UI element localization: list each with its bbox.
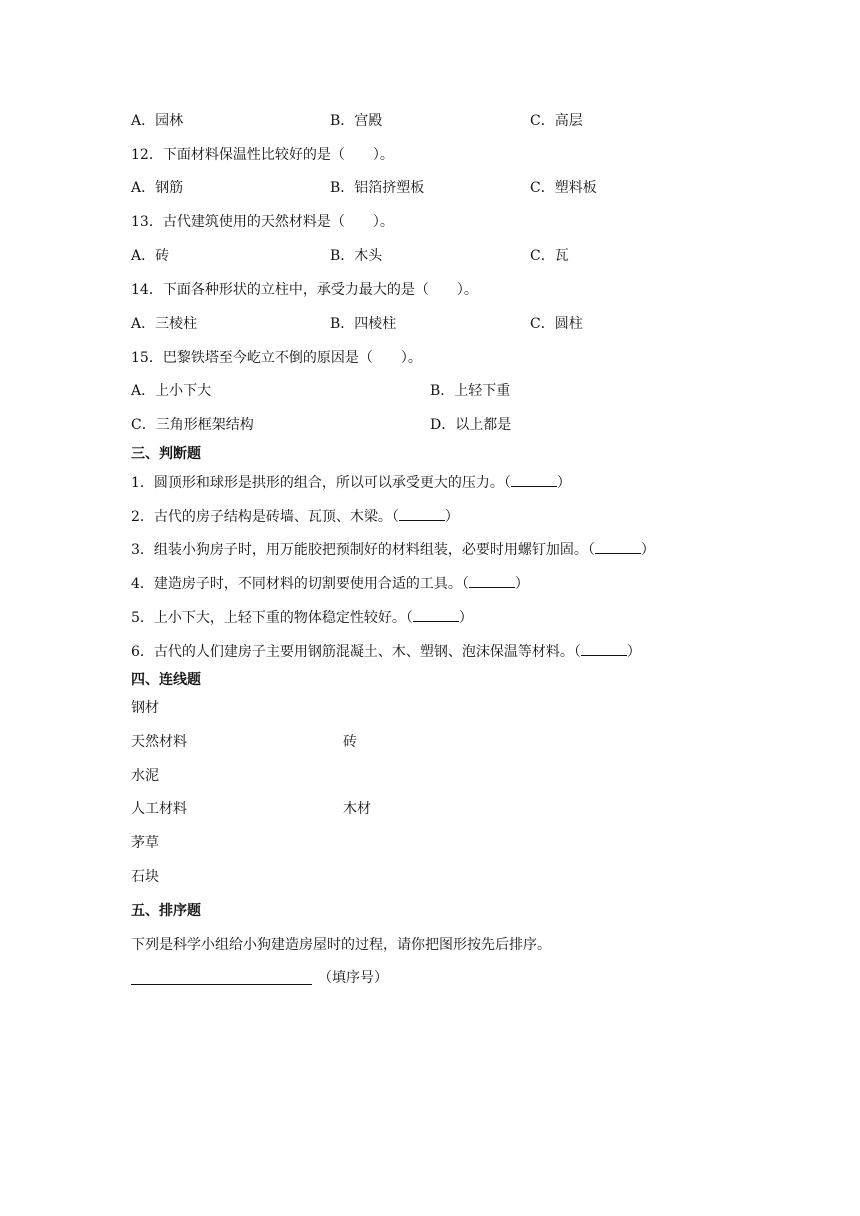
answer-blank[interactable]	[469, 574, 515, 588]
close-paren: ）	[640, 542, 655, 558]
answer-blank[interactable]	[413, 608, 459, 622]
q15-option-c: C．三角形框架结构	[131, 417, 254, 433]
judge-item-3	[131, 540, 655, 559]
q12-option-b: B．铝箔挤塑板	[330, 180, 425, 196]
close-paren: ）	[626, 644, 641, 660]
match-left-3[interactable]: 水泥	[131, 768, 159, 784]
judge-item-2	[131, 507, 459, 526]
answer-blank[interactable]	[511, 473, 557, 487]
section5-prompt: 下列是科学小组给小狗建造房屋时的过程，请你把图形按先后排序。	[131, 937, 551, 953]
q14-option-b: B．四棱柱	[330, 316, 397, 332]
match-left-5[interactable]: 茅草	[131, 835, 159, 851]
section5-title: 五、排序题	[131, 903, 201, 919]
q11-option-c: C．高层	[530, 113, 583, 129]
section3-title: 三、判断题	[131, 446, 201, 462]
q14-option-a: A．三棱柱	[131, 316, 198, 332]
q15-option-a: A．上小下大	[131, 383, 212, 399]
match-left-6[interactable]: 石块	[131, 869, 159, 885]
judge-item-6	[131, 642, 641, 661]
judge-item-text: 4．建造房子时，不同材料的切割要使用合适的工具。（	[131, 576, 469, 592]
judge-item-4	[131, 574, 529, 593]
judge-item-text: 5．上小下大，上轻下重的物体稳定性较好。（	[131, 610, 413, 626]
close-paren: ）	[444, 509, 459, 525]
q12-stem: 12．下面材料保温性比较好的是（ ）。	[131, 147, 394, 163]
close-paren: ）	[514, 576, 529, 592]
judge-item-text: 3．组装小狗房子时，用万能胶把预制好的材料组装，必要时用螺钉加固。（	[131, 542, 595, 558]
q11-option-a: A．园林	[131, 113, 184, 129]
q14-stem: 14．下面各种形状的立柱中，承受力最大的是（ ）。	[131, 282, 478, 298]
q15-option-d: D．以上都是	[430, 417, 512, 433]
order-answer-line[interactable]	[131, 984, 312, 985]
fill-note: （填序号）	[318, 970, 388, 986]
answer-blank[interactable]	[581, 642, 627, 656]
q12-option-c: C．塑料板	[530, 180, 597, 196]
judge-item-1	[131, 473, 571, 492]
q15-option-b: B．上轻下重	[430, 383, 511, 399]
match-left-4[interactable]: 人工材料	[131, 801, 187, 817]
q13-stem: 13．古代建筑使用的天然材料是（ ）。	[131, 214, 394, 230]
answer-blank[interactable]	[399, 507, 445, 521]
q15-stem: 15．巴黎铁塔至今屹立不倒的原因是（ ）。	[131, 350, 422, 366]
q13-option-c: C．瓦	[530, 248, 569, 264]
close-paren: ）	[556, 475, 571, 491]
match-right-1[interactable]: 砖	[343, 734, 357, 750]
q11-option-b: B．宫殿	[330, 113, 383, 129]
q14-option-c: C．圆柱	[530, 316, 583, 332]
close-paren: ）	[458, 610, 473, 626]
judge-item-text: 2．古代的房子结构是砖墙、瓦顶、木梁。（	[131, 509, 399, 525]
q12-option-a: A．钢筋	[131, 180, 184, 196]
judge-item-text: 6．古代的人们建房子主要用钢筋混凝土、木、塑钢、泡沫保温等材料。（	[131, 644, 581, 660]
q13-option-b: B．木头	[330, 248, 383, 264]
judge-item-text: 1．圆顶形和球形是拱形的组合，所以可以承受更大的压力。（	[131, 475, 511, 491]
judge-item-5	[131, 608, 473, 627]
match-left-1[interactable]: 钢材	[131, 700, 159, 716]
match-right-2[interactable]: 木材	[343, 801, 371, 817]
section4-title: 四、连线题	[131, 672, 201, 688]
match-left-2[interactable]: 天然材料	[131, 734, 187, 750]
answer-blank[interactable]	[595, 540, 641, 554]
q13-option-a: A．砖	[131, 248, 170, 264]
